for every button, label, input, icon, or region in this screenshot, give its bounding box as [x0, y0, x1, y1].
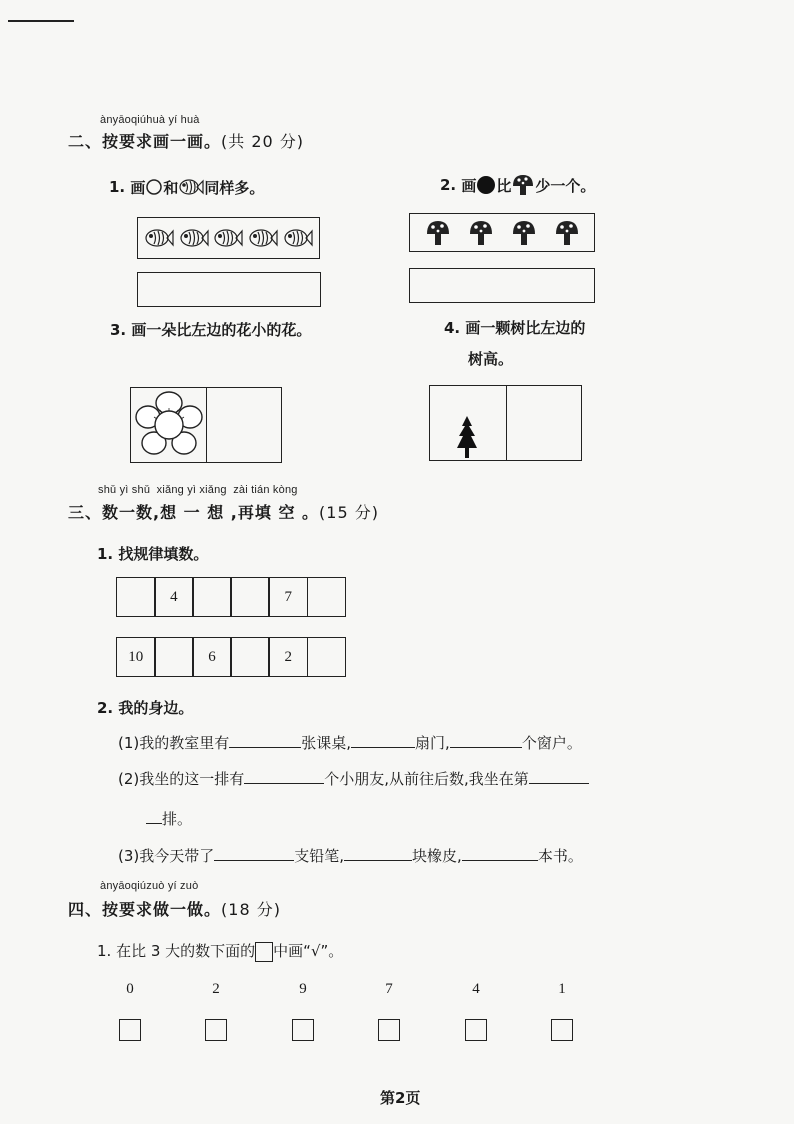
s2-q4-prompt-line2: 树高。: [468, 350, 514, 368]
section2-title: 二、按要求画一画。: [68, 132, 222, 151]
number-label: 9: [299, 981, 307, 997]
s3-s1-text-b: 张课桌,: [301, 734, 352, 752]
answer-blank[interactable]: [529, 769, 589, 784]
s3-s3-text-d: 本书。: [537, 847, 583, 865]
s2-q1-mid: 和: [163, 178, 179, 197]
s3-s2-text-c: 排。: [162, 810, 193, 828]
s4-q1-post: 中画“√”。: [273, 942, 344, 960]
answer-checkbox[interactable]: [465, 1019, 487, 1041]
s3-s3-text-a: (3)我今天带了: [118, 847, 215, 865]
fish-icon: [144, 225, 174, 251]
fish-icon: [178, 176, 204, 198]
flower-frame: [130, 387, 282, 463]
circle-icon: [145, 178, 163, 196]
answer-blank[interactable]: [344, 846, 412, 861]
s3-q2-line1: [118, 732, 582, 753]
flower-cell: [131, 388, 207, 462]
mushroom-icon: [511, 173, 535, 197]
answer-checkbox[interactable]: [292, 1019, 314, 1041]
pattern-cell: 10: [116, 637, 156, 677]
s2-q1-post: 同样多。: [204, 178, 265, 197]
s3-q2-line2-cont: [146, 808, 192, 829]
tree-cell: [430, 386, 507, 460]
s2-q4-prompt-line1: 4. 画一颗树比左边的: [444, 319, 586, 337]
mushroom-icon: [468, 219, 494, 247]
s3-s1-text-c: 扇门,: [415, 734, 450, 752]
s2-q2-number: 2.: [440, 176, 457, 194]
fish-icon: [283, 225, 313, 251]
pattern-row-2: [116, 637, 346, 677]
pattern-cell[interactable]: [116, 577, 156, 617]
fish-icon: [179, 225, 209, 251]
flower-icon: [134, 389, 204, 461]
s2-q1-prompt: [109, 176, 264, 198]
mushroom-icon: [425, 219, 451, 247]
pattern-cell[interactable]: [230, 577, 270, 617]
section2-heading: [68, 129, 304, 152]
section2-score: (共 20 分): [221, 132, 305, 151]
s3-s2-text-a: (2)我坐的这一排有: [118, 770, 245, 788]
section3-heading: [68, 500, 379, 523]
s4-q1-pre: 1. 在比 3 大的数下面的: [97, 942, 256, 960]
pattern-row-1: [116, 577, 346, 617]
answer-blank[interactable]: [450, 733, 522, 748]
fish-icon: [248, 225, 278, 251]
s3-s3-text-c: 块橡皮,: [412, 847, 462, 865]
pattern-cell[interactable]: [192, 577, 232, 617]
s2-q3-prompt: 3. 画一朵比左边的花小的花。: [110, 321, 312, 339]
s4-q1-prompt: [97, 940, 343, 962]
pattern-cell: 6: [192, 637, 232, 677]
filled-circle-icon: [476, 175, 496, 195]
s3-s1-text-a: (1)我的教室里有: [118, 734, 230, 752]
section3-pinyin: shǔ yì shǔ xiǎng yì xiǎng zài tián kòng: [98, 484, 298, 496]
answer-blank[interactable]: [244, 769, 324, 784]
section4-heading: [68, 897, 281, 920]
s2-q2-mid: 比: [496, 176, 512, 195]
section3-score: (15 分): [319, 503, 379, 522]
mushroom-answer-box[interactable]: [409, 268, 595, 303]
tree-frame: [429, 385, 582, 461]
pattern-cell[interactable]: [154, 637, 194, 677]
top-rule: [8, 20, 74, 22]
mushroom-icon: [511, 219, 537, 247]
pattern-cell: 2: [268, 637, 308, 677]
s2-q1-pre: 画: [130, 178, 146, 197]
mushroom-box: [409, 213, 595, 252]
s3-s3-text-b: 支铅笔,: [294, 847, 345, 865]
section4-title: 四、按要求做一做。: [68, 900, 222, 919]
answer-blank[interactable]: [351, 733, 415, 748]
answer-checkbox[interactable]: [119, 1019, 141, 1041]
s3-q2-line2: [118, 768, 589, 789]
number-label: 4: [472, 981, 480, 997]
pattern-cell[interactable]: [230, 637, 270, 677]
answer-blank[interactable]: [229, 733, 301, 748]
number-label: 7: [385, 981, 393, 997]
section3-title: 三、数一数,想 一 想 ,再填 空 。: [68, 503, 320, 522]
page-number: 第2页: [380, 1089, 421, 1107]
number-label: 2: [212, 981, 220, 997]
flower-answer-cell[interactable]: [207, 388, 281, 462]
s3-s1-text-d: 个窗户。: [521, 734, 582, 752]
pattern-cell: 4: [154, 577, 194, 617]
s3-q1-prompt: 1. 找规律填数。: [97, 545, 209, 563]
checkbox-sample-icon: [255, 942, 273, 962]
answer-blank[interactable]: [146, 809, 162, 824]
mushroom-icon: [554, 219, 580, 247]
pattern-cell[interactable]: [307, 637, 347, 677]
s3-q2-line3: [118, 845, 583, 866]
fish-answer-box[interactable]: [137, 272, 321, 307]
section4-pinyin: ànyāoqiúzuò yí zuò: [100, 880, 199, 892]
tree-icon: [456, 416, 478, 460]
answer-checkbox[interactable]: [378, 1019, 400, 1041]
s3-q2-prompt: 2. 我的身边。: [97, 699, 194, 717]
answer-blank[interactable]: [462, 846, 538, 861]
answer-checkbox[interactable]: [551, 1019, 573, 1041]
s2-q1-number: 1.: [109, 178, 126, 196]
answer-checkbox[interactable]: [205, 1019, 227, 1041]
section4-score: (18 分): [221, 900, 281, 919]
number-label: 1: [558, 981, 566, 997]
section2-pinyin: ànyāoqiúhuà yí huà: [100, 114, 200, 126]
answer-blank[interactable]: [214, 846, 294, 861]
s3-s2-text-b: 个小朋友,从前往后数,我坐在第: [324, 770, 529, 788]
s2-q2-post: 少一个。: [535, 176, 596, 195]
s2-q2-prompt: [440, 173, 595, 197]
tree-answer-cell[interactable]: [507, 386, 581, 460]
number-label: 0: [126, 981, 134, 997]
pattern-cell: 7: [268, 577, 308, 617]
s2-q2-pre: 画: [461, 176, 477, 195]
fish-icon: [213, 225, 243, 251]
pattern-cell[interactable]: [307, 577, 347, 617]
fish-box: [137, 217, 320, 259]
